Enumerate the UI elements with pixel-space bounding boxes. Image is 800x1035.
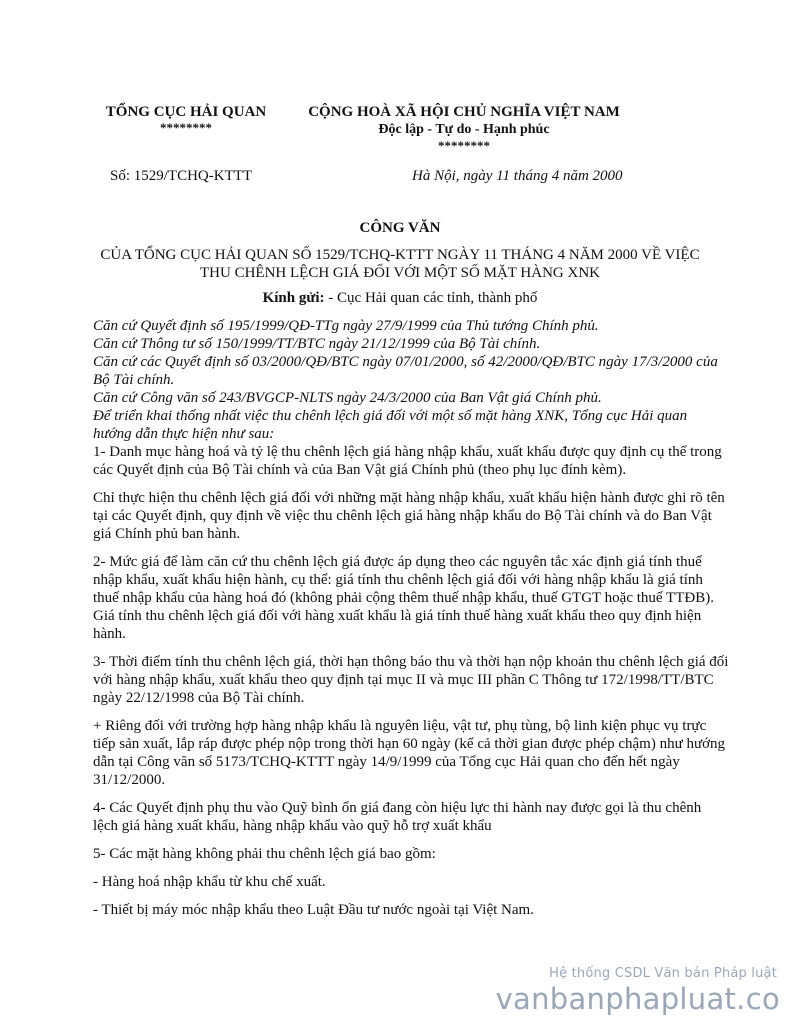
paragraph-1-note: Chỉ thực hiện thu chênh lệch giá đối với những mặt hàng nhập khẩu, xuất khẩu hiện hành được ghi rõ tên tại các Quyết định, quy định về việc thu chênh lệch giá hàng nhập khẩu do Bộ Tài chính và do Ban Vật giá Chính phủ ban hành.	[93, 490, 725, 542]
paragraph-5: 5- Các mặt hàng không phải thu chênh lệch giá bao gồm:	[93, 846, 436, 862]
document-title: CÔNG VĂN	[359, 220, 441, 236]
watermark-caption: Hệ thống CSDL Văn bản Pháp luật	[549, 966, 777, 981]
place-and-date: Hà Nội, ngày 11 tháng 4 năm 2000	[412, 168, 623, 184]
recipient-line	[92, 290, 708, 307]
legal-basis-4: Căn cứ Công văn số 243/BVGCP-NLTS ngày 24/3/2000 của Ban Vật giá Chính phủ.	[93, 390, 602, 406]
paragraph-3-exception: + Riêng đối với trường hợp hàng nhập khẩu là nguyên liệu, vật tư, phụ tùng, bộ linh kiện phục vụ trực tiếp sản xuất, lắp ráp được phép nộp trong thời hạn 60 ngày (kể cả thời gian được phép chậm) như hướng dẫn tại Công văn số 5173/TCHQ-KTTT ngày 14/9/1999 của Tổng cục Hải quan cho đến hết ngày 31/12/2000.	[93, 718, 726, 788]
paragraph-1: 1- Danh mục hàng hoá và tỷ lệ thu chênh lệch giá hàng nhập khẩu, xuất khẩu được quy định cụ thể trong các Quyết định của Bộ Tài chính và của Ban Vật giá Chính phủ (theo phụ lục đính kèm).	[93, 444, 722, 478]
agency-separator: ********	[160, 120, 212, 135]
recipient-value: - Cục Hải quan các tỉnh, thành phố	[324, 290, 538, 306]
paragraph-2: 2- Mức giá để làm căn cứ thu chênh lệch giá được áp dụng theo các nguyên tắc xác định giá tính thuế nhập khẩu, xuất khẩu hiện hành, cụ thể: giá tính thu chênh lệch giá đối với hàng nhập khẩu là giá tính thuế nhập khẩu của hàng hoá đó (không phải cộng thêm thuế nhập khẩu, thuế GTGT hoặc thuế TTĐB). Giá tính thu chênh lệch giá đối với hàng xuất khẩu là giá tính thuế hàng xuất khẩu theo quy định hiện hành.	[93, 554, 714, 642]
national-title: CỘNG HOÀ XÃ HỘI CHỦ NGHĨA VIỆT NAM	[308, 104, 620, 120]
issuing-agency: TỔNG CỤC HẢI QUAN	[105, 104, 267, 120]
paragraph-5-item-1: - Hàng hoá nhập khẩu từ khu chế xuất.	[93, 874, 326, 890]
legal-basis-1: Căn cứ Quyết định số 195/1999/QĐ-TTg ngày 27/9/1999 của Thủ tướng Chính phủ.	[93, 318, 599, 334]
site-watermark	[496, 966, 780, 1017]
watermark-domain: vanbanphapluat.co	[495, 982, 780, 1016]
national-motto: Độc lập - Tự do - Hạnh phúc	[378, 122, 550, 137]
paragraph-5-item-2: - Thiết bị máy móc nhập khẩu theo Luật Đầu tư nước ngoài tại Việt Nam.	[93, 902, 534, 918]
legal-basis-intro: Để triển khai thống nhất việc thu chênh lệch giá đối với một số mặt hàng XNK, Tổng cục Hải quan hướng dẫn thực hiện như sau:	[93, 408, 688, 442]
legal-basis-3: Căn cứ các Quyết định số 03/2000/QĐ/BTC ngày 07/01/2000, số 42/2000/QĐ/BTC ngày 17/3/2000 của Bộ Tài chính.	[93, 354, 718, 388]
issuing-agency-block	[100, 103, 272, 135]
national-title-block	[296, 103, 632, 153]
paragraph-4: 4- Các Quyết định phụ thu vào Quỹ bình ổn giá đang còn hiệu lực thi hành nay được gọi là thu chênh lệch giá hàng xuất khẩu, hàng nhập khẩu vào quỹ hỗ trợ xuất khẩu	[93, 800, 702, 834]
motto-separator: ********	[438, 138, 490, 153]
document-number: Số: 1529/TCHQ-KTTT	[110, 168, 253, 184]
recipient-label: Kính gửi:	[262, 290, 325, 306]
document-body	[93, 317, 729, 929]
paragraph-3: 3- Thời điểm tính thu chênh lệch giá, thời hạn thông báo thu và thời hạn nộp khoản thu chênh lệch giá đối với hàng nhập khẩu, xuất khẩu theo quy định tại mục II và mục III phần C Thông tư 172/1998/TT/BTC ngày 22/12/1998 của Bộ Tài chính.	[93, 654, 729, 706]
document-subtitle: CỦA TỔNG CỤC HẢI QUAN SỐ 1529/TCHQ-KTTT NGÀY 11 THÁNG 4 NĂM 2000 VỀ VIỆC THU CHÊNH LỆCH GIÁ ĐỐI VỚI MỘT SỐ MẶT HÀNG XNK	[100, 247, 700, 281]
legal-basis-2: Căn cứ Thông tư số 150/1999/TT/BTC ngày 21/12/1999 của Bộ Tài chính.	[93, 336, 541, 352]
